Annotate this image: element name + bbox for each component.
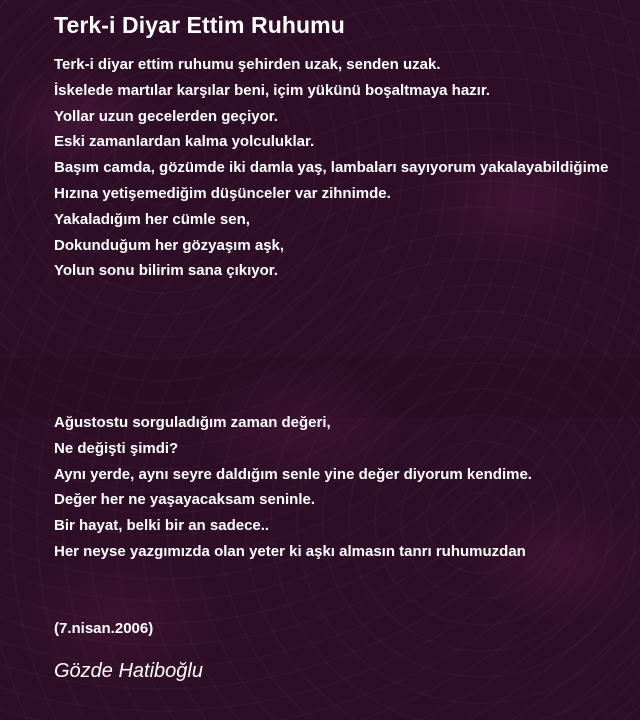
poem-line: Aynı yerde, aynı seyre daldığım senle yine değer diyorum kendime.	[54, 465, 532, 483]
poem-line: Yollar uzun gecelerden geçiyor.	[54, 107, 278, 125]
poem-line: Her neyse yazgımızda olan yeter ki aşkı almasın tanrı ruhumuzdan	[54, 542, 526, 560]
poem-title: Terk-i Diyar Ettim Ruhumu	[54, 12, 345, 38]
poem-line: İskelede martılar karşılar beni, içim yükünü boşaltmaya hazır.	[54, 81, 491, 99]
poem-line: Değer her ne yaşayacaksam seninle.	[54, 491, 315, 509]
poem-line: Eski zamanlardan kalma yolculuklar.	[54, 133, 315, 151]
poem-date: (7.nisan.2006)	[54, 620, 154, 637]
poem-line: Yolun sonu bilirim sana çıkıyor.	[54, 262, 278, 280]
poem-line: Başım camda, gözümde iki damla yaş, lambaları sayıyorum yakalayabildiğime	[54, 159, 609, 177]
poem-author: Gözde Hatiboğlu	[54, 660, 203, 682]
background-band	[0, 358, 640, 418]
poem-line: Ağustostu sorguladığım zaman değeri,	[54, 414, 331, 431]
poem-line: Dokunduğum her gözyaşım aşk,	[54, 236, 285, 254]
stanza-1	[54, 52, 608, 284]
poem-line: Hızına yetişemediğim düşünceler var zihnimde.	[54, 184, 391, 202]
poem-line: Yakaladığım her cümle sen,	[54, 210, 250, 228]
poem-line: Ne değişti şimdi?	[54, 439, 179, 457]
poem-line: Bir hayat, belki bir an sadece..	[54, 517, 270, 535]
stanza-2	[54, 410, 532, 565]
poem-line: Terk-i diyar ettim ruhumu şehirden uzak, senden uzak.	[54, 56, 441, 73]
